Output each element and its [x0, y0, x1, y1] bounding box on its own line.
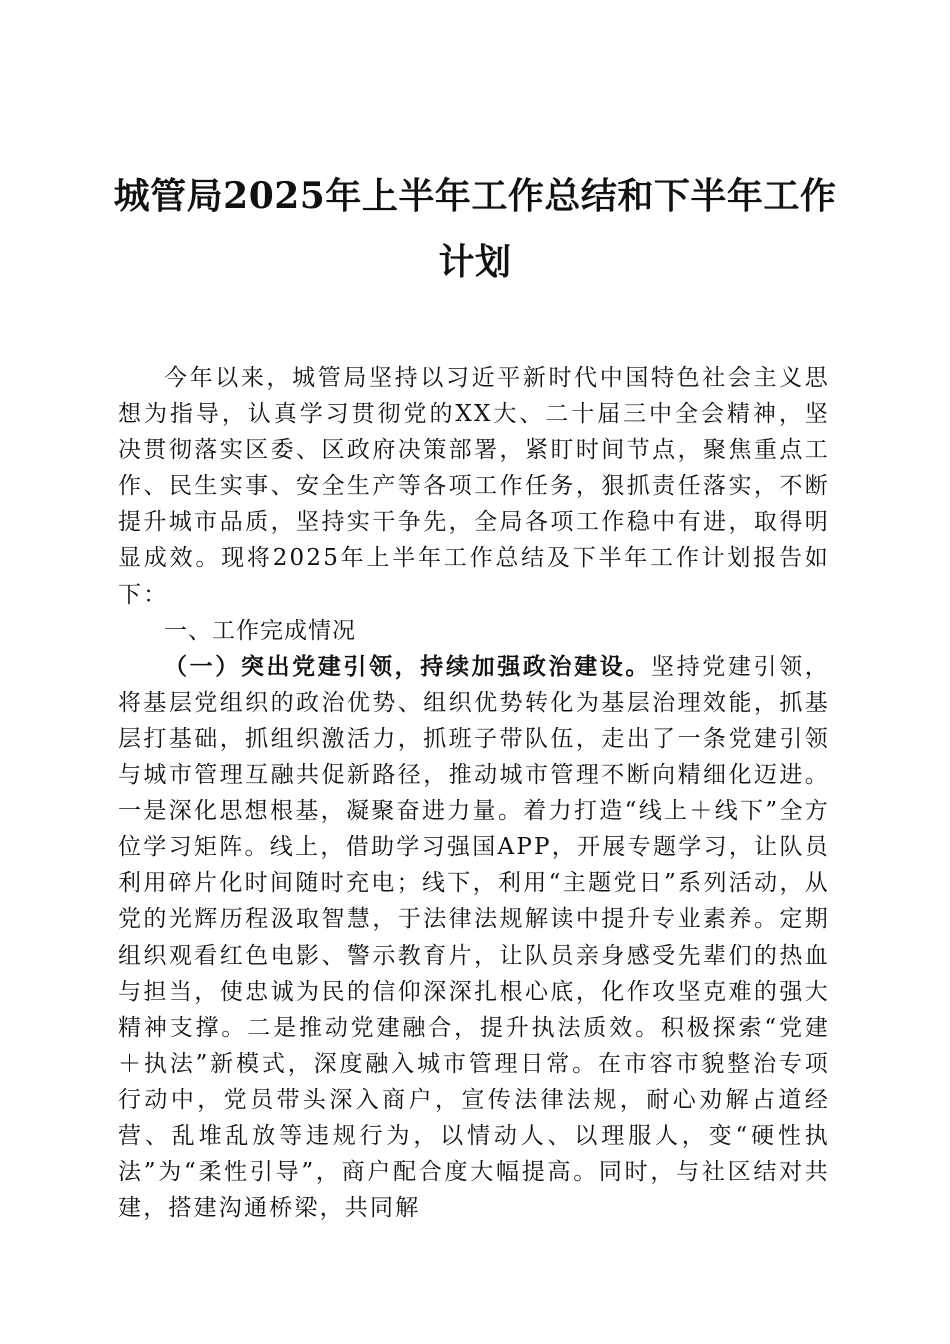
intro-paragraph: 今年以来，城管局坚持以习近平新时代中国特色社会主义思想为指导，认真学习贯彻党的XX大、二十届三中全会精神，坚决贯彻落实区委、区政府决策部署，紧盯时间节点，聚焦重点工作、民生实事、安全生产等各项工作任务，狠抓责任落实，不断提升城市品质，坚持实干争先，全局各项工作稳中有进，取得明显成效。现将2025年上半年工作总结及下半年工作计划报告如下：	[118, 365, 830, 608]
paragraph-body-text: 坚持党建引领，将基层党组织的政治优势、组织优势转化为基层治理效能，抓基层打基础，抓组织激活力，抓班子带队伍，走出了一条党建引领与城市管理互融共促新路径，推动城市管理不断向精细化迈进。一是深化思想根基，凝聚奋进力量。着力打造“线上＋线下”全方位学习矩阵。线上，借助学习强国APP，开展专题学习，让队员利用碎片化时间随时充电；线下，利用“主题党日”系列活动，从党的光辉历程汲取智慧，于法律法规解读中提升专业素养。定期组织观看红色电影、警示教育片，让队员亲身感受先辈们的热血与担当，使忠诚为民的信仰深深扎根心底，化作攻坚克难的强大精神支撑。二是推动党建融合，提升执法质效。积极探索“党建＋执法”新模式，深度融入城市管理日常。在市容市貌整治专项行动中，党员带头深入商户，宣传法律法规，耐心劝解占道经营、乱堆乱放等违规行为，以情动人、以理服人，变“硬性执法”为“柔性引导”，商户配合度大幅提高。同时，与社区结对共建，搭建沟通桥梁，共同解	[118, 653, 830, 1222]
document-body	[118, 360, 830, 1226]
paragraph-lead-sentence: （一）突出党建引领，持续加强政治建设。	[164, 652, 651, 680]
document-title-line-1: 城管局2025年上半年工作总结和下半年工作	[113, 175, 837, 217]
section-paragraph-party-building	[118, 649, 830, 1227]
section-heading-work-completion: 一、工作完成情况	[164, 617, 356, 644]
document-title-line-2: 计划	[438, 241, 512, 283]
